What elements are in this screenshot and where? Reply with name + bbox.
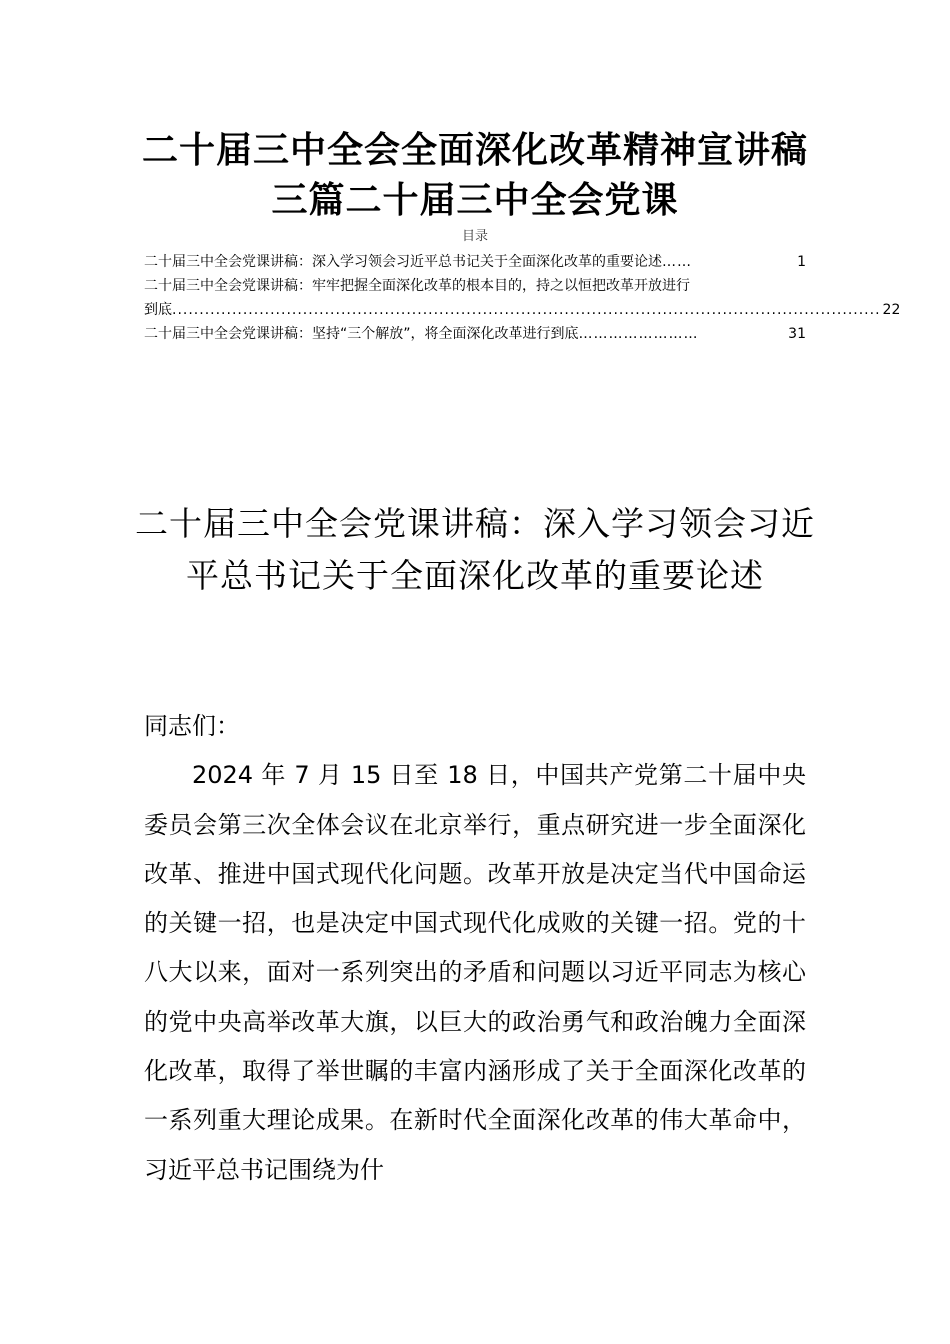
toc-leader-dots: .................................................................................................................................. <box>172 302 881 318</box>
toc-entry-text: 二十届三中全会党课讲稿：坚持“三个解放”，将全面深化改革进行到底 <box>144 326 579 342</box>
toc-entry-1[interactable] <box>144 250 806 274</box>
body-paragraph: 2024 年 7 月 15 日至 18 日，中国共产党第二十届中央委员会第三次全体会议在北京举行，重点研究进一步全面深化改革、推进中国式现代化问题。改革开放是决定当代中国命运的关键一招，也是决定中国式现代化成败的关键一招。党的十八大以来，面对一系列突出的矛盾和问题以习近平同志为核心的党中央高举改革大旗，以巨大的政治勇气和政治魄力全面深化改革，取得了举世瞩的丰富内涵形成了关于全面深化改革的一系列重大理论成果。在新时代全面深化改革的伟大革命中，习近平总书记围绕为什 <box>144 761 806 1184</box>
toc-entry-text: 二十届三中全会党课讲稿：深入学习领会习近平总书记关于全面深化改革的重要论述 <box>144 254 662 270</box>
section-body <box>144 702 806 1195</box>
toc-entry-text-line-1: 二十届三中全会党课讲稿：牢牢把握全面深化改革的根本目的，持之以恒把改革开放进行 <box>144 278 690 294</box>
toc-entry-2[interactable] <box>144 274 901 322</box>
toc-entry-text-line-2: 到底 <box>144 302 172 318</box>
document-title-line-1: 二十届三中全会全面深化改革精神宣讲稿 <box>141 130 808 171</box>
table-of-contents <box>144 250 901 346</box>
greeting: 同志们： <box>144 712 240 740</box>
document-title <box>120 126 830 226</box>
toc-leader-dots: …… <box>662 254 692 270</box>
toc-entry-3[interactable] <box>144 322 806 346</box>
section-title: 二十届三中全会党课讲稿：深入学习领会习近平总书记关于全面深化改革的重要论述 <box>135 504 815 595</box>
toc-leader-dots: …………………… <box>578 326 699 342</box>
toc-page-number: 22 <box>882 302 901 318</box>
toc-heading: 目录 <box>461 229 488 244</box>
toc-page-number: 1 <box>797 254 806 270</box>
toc-page-number: 31 <box>788 326 806 342</box>
document-title-line-2: 三篇二十届三中全会党课 <box>271 180 679 221</box>
